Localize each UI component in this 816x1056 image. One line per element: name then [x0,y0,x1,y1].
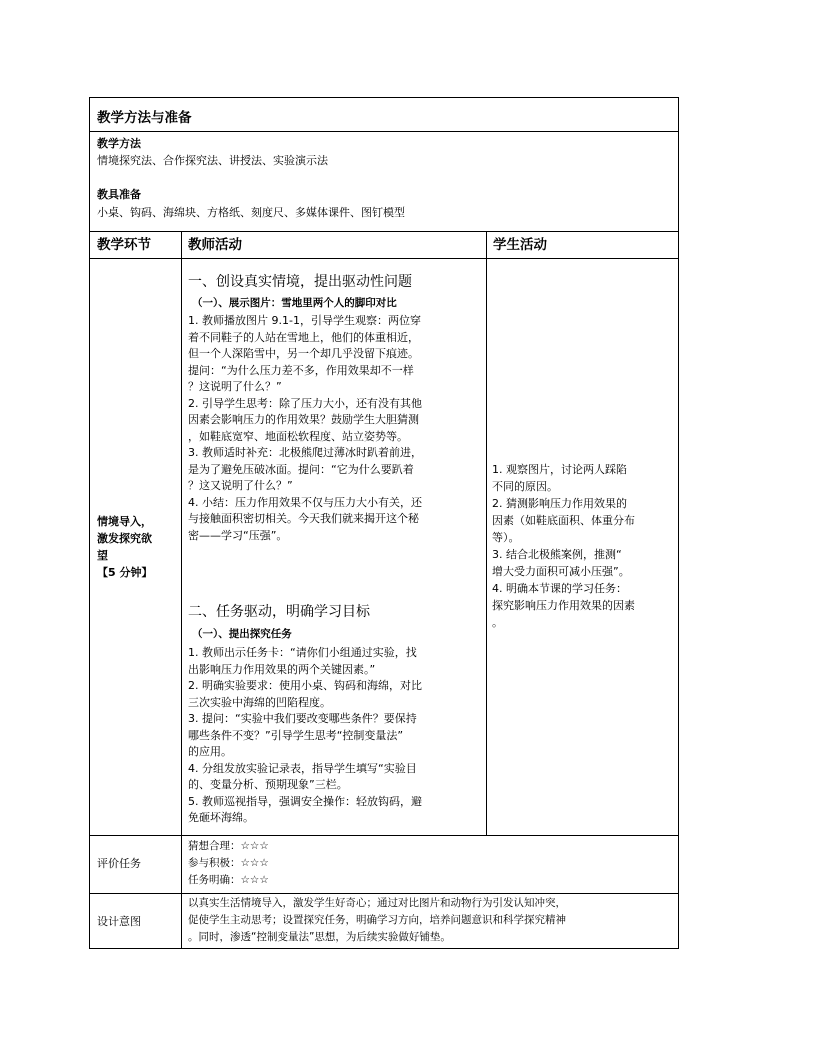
student-line: 不同的原因。 [492,480,558,493]
part2-line: 哪些条件不变？”引导学生思考“控制变量法” [188,728,404,742]
part2-line: 3. 提问：“实验中我们要改变哪些条件？要保持 [188,712,417,725]
star-rating: ☆☆☆ [240,857,269,869]
part1-subtitle: （一）、展示图片：雪地里两个人的脚印对比 [192,297,397,309]
part2-line: 免砸坏海绵。 [188,811,254,824]
part1-line: 与接触面积密切相关。今天我们就来揭开这个秘 [188,512,419,525]
part2-paragraph [188,645,422,827]
design-line: 以真实生活情境导入，激发学生好奇心；通过对比图片和动物行为引发认知冲突， [188,897,566,909]
part1-paragraph [188,313,422,544]
method-list: 情境探究法、合作探究法、讲授法、实验演示法 [97,154,328,167]
stage-name-line: 激发探究欲 [97,532,152,545]
stage-name-line: 【5 分钟】 [97,566,153,579]
student-line: 增大受力面积可减小压强”。 [492,565,630,578]
student-line: 探究影响压力作用效果的因素 [492,599,635,612]
part2-subtitle: （一）、提出探究任务 [192,628,292,640]
method-heading: 教学方法 [97,137,141,150]
design-line: 促使学生主动思考；设置探究任务，明确学习方向，培养问题意识和科学探究精神 [188,914,566,926]
evaluation-label: 评价任务 [97,857,141,870]
part1-line: ？这又说明了什么？” [188,479,293,492]
student-line: 。 [492,616,503,629]
evaluation-item: 任务明确：☆☆☆ [188,874,269,886]
part1-line: 4. 小结：压力作用效果不仅与压力大小有关，还 [188,495,422,509]
part1-line: 2. 引导学生思考：除了压力大小，还有没有其他 [188,396,422,410]
star-rating: ☆☆☆ [240,874,269,886]
part1-line: 1. 教师播放图片 9.1-1，引导学生观察：两位穿 [188,314,421,327]
part2-line: 4. 分组发放实验记录表，指导学生填写“实验目 [188,761,417,775]
part1-line: 因素会影响压力的作用效果？鼓励学生大胆猜测 [188,413,419,426]
part2-line: 2. 明确实验要求：使用小桌、钩码和海绵，对比 [188,679,422,692]
student-line: 1. 观察图片，讨论两人踩陷 [492,463,627,476]
star-rating: ☆☆☆ [240,840,269,852]
row-divider [90,131,678,132]
part1-line: 但一个人深陷雪中，另一个却几乎没留下痕迹。 [188,347,419,360]
row-divider [90,258,678,259]
tools-heading: 教具准备 [97,188,141,201]
design-label: 设计意图 [97,915,141,928]
part1-line: 着不同鞋子的人站在雪地上，他们的体重相近， [188,330,419,344]
column-divider [181,231,182,948]
part1-title: 一、创设真实情境，提出驱动性问题 [188,274,412,290]
part2-title: 二、任务驱动，明确学习目标 [188,604,370,620]
part1-line: ，如鞋底宽窄、地面松软程度、站立姿势等。 [188,429,408,443]
stage-name-line: 情境导入， [97,515,152,528]
column-divider [486,231,487,835]
evaluation-item: 参与积极：☆☆☆ [188,857,269,869]
row-divider [90,893,678,894]
part2-line: 的应用。 [188,745,232,758]
part2-line: 1. 教师出示任务卡：“请你们小组通过实验，找 [188,646,417,659]
part1-line: ？这说明了什么？” [188,380,282,393]
part2-line: 三次实验中海绵的凹陷程度。 [188,695,331,709]
part1-line: 是为了避免压破冰面。提问：“它为什么要趴着 [188,462,414,476]
student-line: 因素（如鞋底面积、体重分布 [492,514,635,527]
part2-line: 的、变量分析、预期现象”三栏。 [188,778,348,791]
student-activity [492,461,635,631]
student-line: 2. 猜测影响压力作用效果的 [492,497,627,510]
part2-line: 5. 教师巡视指导，强调安全操作：轻放钩码，避 [188,794,422,808]
part1-line: 密——学习“压强”。 [188,528,288,542]
student-line: 4. 明确本节课的学习任务： [492,582,627,595]
header-teacher-activity: 教师活动 [188,237,242,253]
part1-line: 提问：“为什么压力差不多，作用效果却不一样 [188,363,414,377]
design-line: 。同时，渗透“控制变量法”思想，为后续实验做好铺垫。 [188,931,451,943]
lesson-plan-table [89,97,679,949]
section-title: 教学方法与准备 [97,110,192,126]
header-teaching-stage: 教学环节 [97,237,151,253]
part2-line: 出影响压力作用效果的两个关键因素。” [188,662,376,676]
stage-name-line: 望 [97,549,108,562]
evaluation-item: 猜想合理：☆☆☆ [188,840,269,852]
student-line: 等）。 [492,531,520,544]
student-line: 3. 结合北极熊案例，推测“ [492,548,622,561]
header-student-activity: 学生活动 [493,237,547,253]
stage-name [97,513,152,581]
row-divider [90,231,678,232]
tools-list: 小桌、钩码、海绵块、方格纸、刻度尺、多媒体课件、图钉模型 [97,206,405,219]
evaluation-list [188,838,269,889]
design-intent [188,895,566,946]
part1-line: 3. 教师适时补充：北极熊爬过薄冰时趴着前进， [188,446,422,459]
row-divider [90,835,678,836]
